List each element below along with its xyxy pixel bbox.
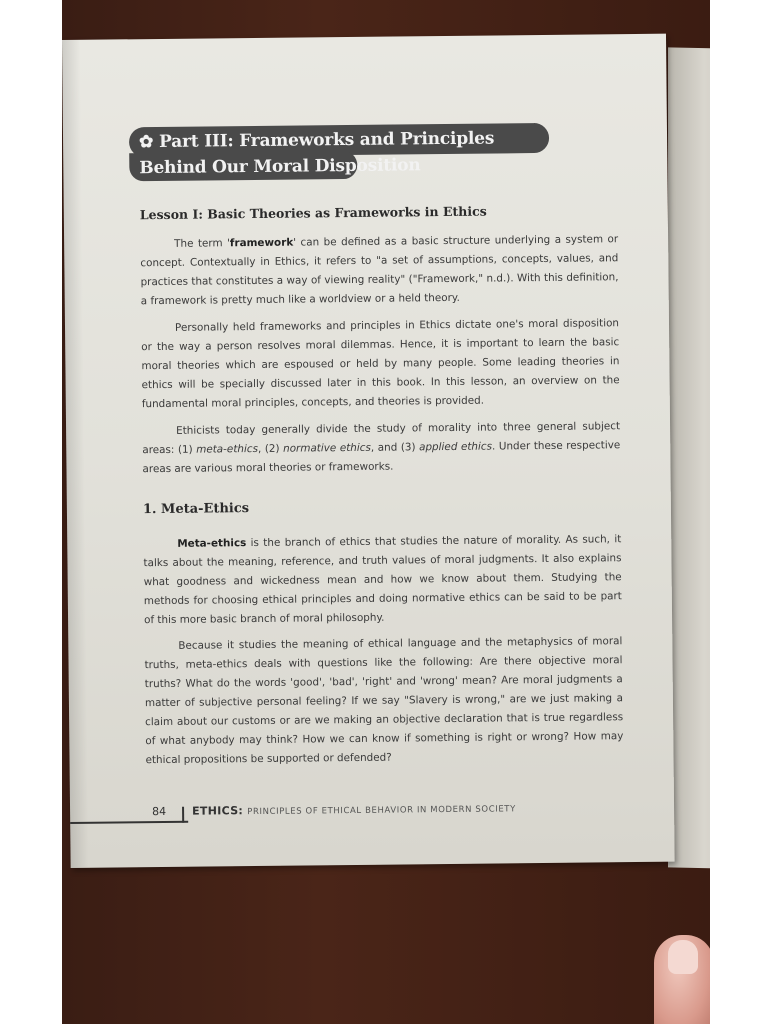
term-applied-ethics: applied ethics xyxy=(419,440,493,454)
part-banner xyxy=(129,123,550,183)
footer-bracket xyxy=(182,807,184,823)
lesson-title: Lesson I: Basic Theories as Frameworks in Ethics xyxy=(139,203,487,223)
footer-book-subtitle: PRINCIPLES OF ETHICAL BEHAVIOR IN MODERN SOCIETY xyxy=(247,804,516,818)
paragraph-subject-areas xyxy=(142,417,621,479)
part-title xyxy=(139,125,550,181)
part-title-text: Part III: Frameworks and Principles Behind Our Moral Disposition xyxy=(139,128,495,179)
running-footer xyxy=(192,801,516,817)
term-normative-ethics: normative ethics xyxy=(283,441,371,455)
text-run: Ethicists today generally divide the study of morality into three general subject areas: (1) xyxy=(142,420,621,457)
book-page xyxy=(62,34,675,868)
text-run: , and (3) xyxy=(370,441,420,454)
page-number: 84 xyxy=(152,804,167,819)
paragraph-meta-ethics-definition xyxy=(143,530,622,630)
text-run: , (2) xyxy=(257,442,284,455)
text-run: The term ' xyxy=(174,237,230,250)
term-meta-ethics-bold: Meta-ethics xyxy=(177,537,247,550)
fingernail xyxy=(668,940,698,974)
paragraph-moral-disposition: Personally held frameworks and principles in Ethics dictate one's moral disposition or the way a person resolves moral dilemmas. Hence, it is important to learn the basic moral theories which are espoused or held by many people. Some leading theories in ethics will be specially discussed later in this book. In this lesson, an overview on the fundamental moral principles, concepts, and theories is provided. xyxy=(141,317,620,411)
text-run: ' can be defined as a basic structure underlying a system or concept. Contextually in Ethics, it refers to "a set of assumptions, concepts, values, and practices that constitutes a way of viewing reality" ("Framework," n.d.). With this definition, a framework is pretty much like a worldview or a held theory. xyxy=(140,233,619,308)
paragraph-meta-ethics-questions: Because it studies the meaning of ethical language and the metaphysics of moral truths, meta-ethics deals with questions like the following: Are there objective moral truths? What do the words 'good', 'bad', 'right' and 'wrong' mean? Are moral judgments a matter of subjective personal feeling? If we say "Slavery is wrong," are we just making a claim about our customs or are we making an objective declaration that is true regardless of what anybody may think? How we can know if something is right or wrong? How may ethical propositions be supported or defended? xyxy=(144,635,624,767)
table-background xyxy=(62,0,710,1024)
term-framework: framework xyxy=(229,236,294,250)
footer-rule xyxy=(70,821,188,824)
page-gutter-shadow xyxy=(62,40,89,868)
flower-icon: ✿ xyxy=(138,132,154,153)
term-meta-ethics: meta-ethics xyxy=(196,442,259,456)
text-run: is the branch of ethics that studies the nature of morality. As such, it talks about the meaning, reference, and truth values of moral judgments. It also explains what goodness and wickedness mean and how we know about them. Studying the methods for choosing ethical principles and doing normative ethics can be said to be part of this more basic branch of moral philosophy. xyxy=(143,533,622,627)
text-run: . Under these respective areas are various moral theories or frameworks. xyxy=(142,439,621,476)
facing-page-edge xyxy=(668,47,710,868)
footer-book-title: ETHICS: xyxy=(192,804,244,818)
paragraph-framework-definition xyxy=(140,230,619,311)
section-heading-meta-ethics: 1. Meta-Ethics xyxy=(142,501,250,518)
